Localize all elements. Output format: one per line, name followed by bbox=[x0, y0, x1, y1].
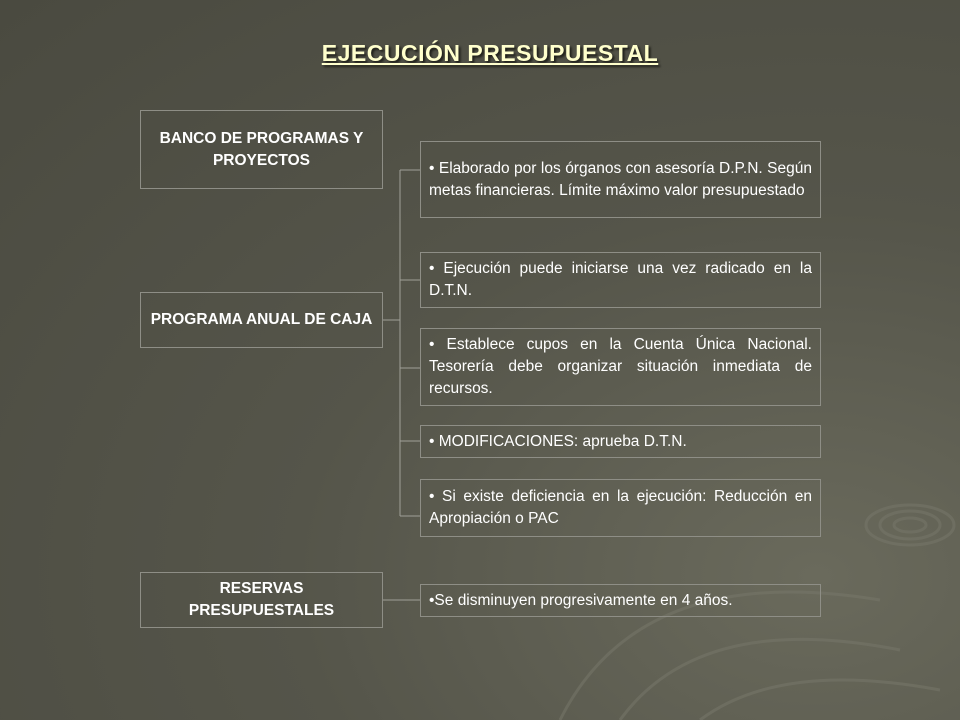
box-label: BANCO DE PROGRAMAS Y PROYECTOS bbox=[159, 129, 364, 169]
box-ejecucion bbox=[420, 252, 821, 308]
box-text: • Elaborado por los órganos con asesoría D.P.N. Según metas financieras. Límite máximo valor presupuestado bbox=[429, 159, 812, 199]
box-text: •Se disminuyen progresivamente en 4 años. bbox=[429, 591, 733, 609]
box-banco-de-programas bbox=[140, 110, 383, 189]
box-establece-cupos bbox=[420, 328, 821, 406]
box-elaborado bbox=[420, 141, 821, 218]
box-programa-anual-de-caja bbox=[140, 292, 383, 348]
box-se-disminuyen bbox=[420, 584, 821, 617]
box-text: • Si existe deficiencia en la ejecución: Reducción en Apropiación o PAC bbox=[429, 488, 812, 527]
box-reservas-presupuestales bbox=[140, 572, 383, 628]
page-title: EJECUCIÓN PRESUPUESTAL bbox=[321, 40, 659, 66]
box-deficiencia bbox=[420, 479, 821, 537]
box-text: • MODIFICACIONES: aprueba D.T.N. bbox=[429, 432, 687, 450]
box-modificaciones bbox=[420, 425, 821, 458]
box-text: • Establece cupos en la Cuenta Única Nacional. Tesorería debe organizar situación inmediata de recursos. bbox=[429, 336, 812, 397]
box-label: PROGRAMA ANUAL DE CAJA bbox=[150, 311, 373, 328]
box-text: • Ejecución puede iniciarse una vez radicado en la D.T.N. bbox=[429, 260, 812, 299]
box-label: RESERVAS PRESUPUESTALES bbox=[188, 580, 335, 619]
